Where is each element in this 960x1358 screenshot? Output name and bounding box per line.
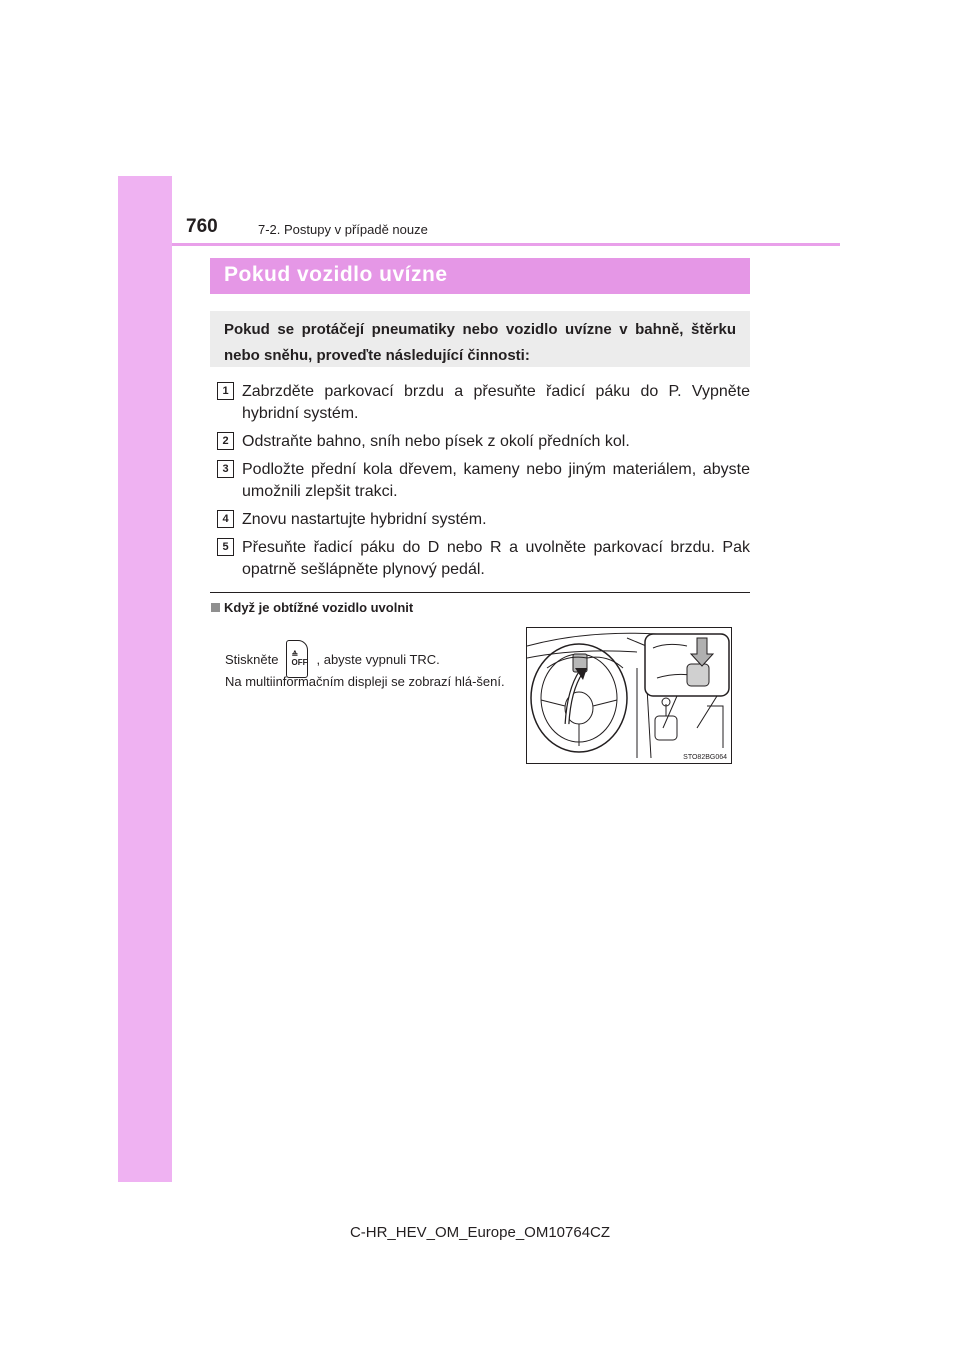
note-title-text: Když je obtížné vozidlo uvolnit	[224, 600, 414, 615]
step-number-badge: 2	[217, 432, 234, 450]
intro-box: Pokud se protáčejí pneumatiky nebo vozidlo uvízne v bahně, štěrku nebo sněhu, proveďte následující činnosti:	[210, 311, 750, 367]
step-item	[217, 431, 750, 453]
note-instruction	[225, 640, 440, 678]
page-number: 760	[186, 216, 218, 237]
step-number-badge: 4	[217, 510, 234, 528]
step-number-badge: 1	[217, 382, 234, 400]
step-number-badge: 3	[217, 460, 234, 478]
step-text: Znovu nastartujte hybridní systém.	[242, 511, 487, 528]
step-text: Odstraňte bahno, sníh nebo písek z okolí předních kol.	[242, 433, 630, 450]
square-bullet-icon	[211, 603, 220, 612]
section-title: 7-2. Postupy v případě nouze	[258, 222, 428, 237]
step-number-badge: 5	[217, 538, 234, 556]
note-instruction-before: Stiskněte	[225, 651, 279, 667]
step-text: Podložte přední kola dřevem, kameny nebo jiným materiálem, abyste umožnili zlepšit trakci.	[242, 461, 750, 500]
header-rule	[172, 243, 840, 246]
side-tab-bar	[118, 176, 172, 1182]
steps-list	[217, 381, 750, 587]
step-text: Přesuňte řadicí páku do D nebo R a uvolněte parkovací brzdu. Pak opatrně sešlápněte plynový pedál.	[242, 539, 750, 578]
illustration-code: STO82BG064	[683, 754, 727, 761]
page-heading: Pokud vozidlo uvízne	[210, 258, 750, 294]
note-display-message: Na multiinformačním displeji se zobrazí hlá-šení.	[225, 674, 505, 689]
section-divider	[210, 592, 750, 593]
steering-wheel-drawing	[527, 628, 732, 764]
trc-off-button-icon: ≙ OFF	[286, 640, 308, 678]
step-text: Zabrzděte parkovací brzdu a přesuňte řadicí páku do P. Vypněte hybridní systém.	[242, 383, 750, 422]
step-item	[217, 509, 750, 531]
step-item	[217, 381, 750, 425]
note-title	[211, 600, 413, 615]
dashboard-illustration	[526, 627, 732, 764]
step-item	[217, 459, 750, 503]
step-item	[217, 537, 750, 581]
note-instruction-after: , abyste vypnuli TRC.	[316, 651, 440, 667]
document-code-footer: C-HR_HEV_OM_Europe_OM10764CZ	[349, 1224, 611, 1241]
